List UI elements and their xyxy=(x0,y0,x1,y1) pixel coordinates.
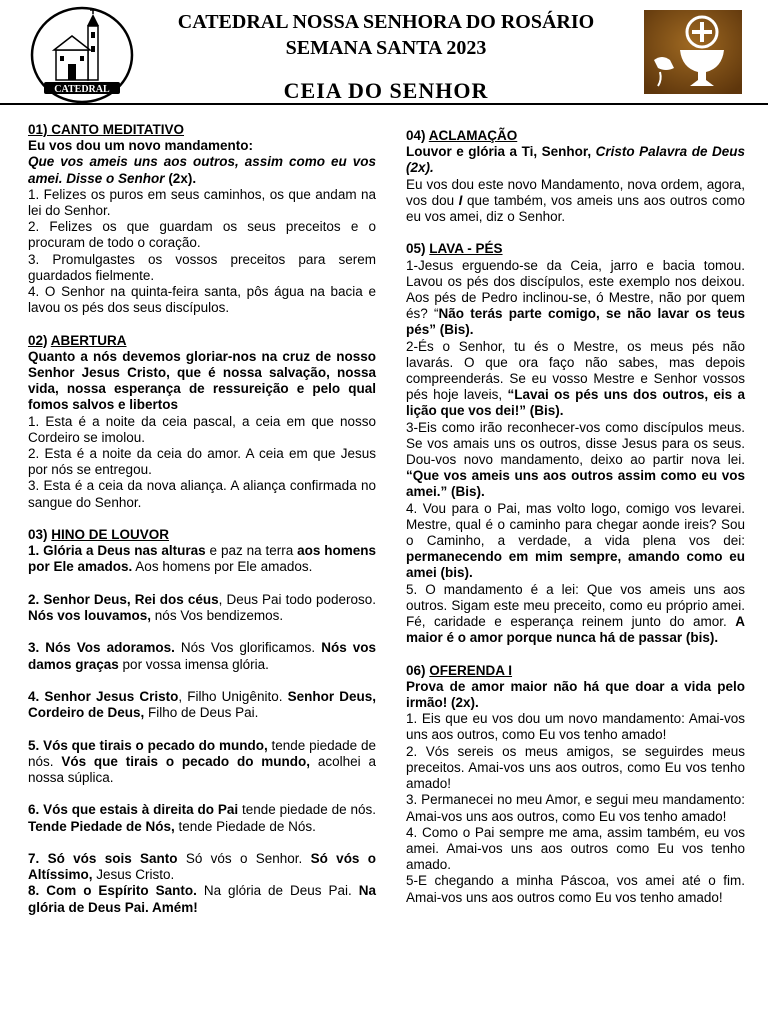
verse: 1. Eis que eu vos dou um novo mandamento: Amai-vos uns aos outros, como Eu vos tenho amado! xyxy=(406,711,745,743)
hymn-verse: 3. Nós Vos adoramos. Nós Vos glorificamos. Nós vos damos graças por vossa imensa glória. xyxy=(28,640,376,672)
verse: 2. Felizes os que guardam os seus preceitos e o procuram de todo o coração. xyxy=(28,219,376,251)
left-column xyxy=(28,122,376,932)
logo-text: CATEDRAL xyxy=(54,84,110,95)
section-lava-pes xyxy=(406,241,745,646)
refrain-text: Prova de amor maior não há que doar a vida pelo irmão! (2x). xyxy=(406,678,745,711)
verse: 3-Eis como irão reconhecer-vos como discípulos meus. Se vos amais uns os outros, disse Jesus para os seus. Dou-vos novo mandamento, deixo ao partir nova lei. “Que vos ameis uns aos outros assim como eu vos amei.” (Bis). xyxy=(406,419,745,500)
header-divider xyxy=(0,103,768,105)
verse: Eu vos dou este novo Mandamento, nova ordem, agora, vos dou I que também, vos ameis uns aos outros como eu vos amei, diz o Senhor. xyxy=(406,176,745,225)
hymn-verse: 8. Com o Espírito Santo. Na glória de Deus Pai. Na glória de Deus Pai. Amém! xyxy=(28,883,376,915)
section-title: 02) ABERTURA xyxy=(28,332,127,348)
page-subtitle: SEMANA SANTA 2023 xyxy=(285,37,487,59)
chalice-host-icon xyxy=(644,10,742,94)
verse: 4. O Senhor na quinta-feira santa, pôs água na bacia e lavou os pés dos seus discípulos. xyxy=(28,284,376,316)
hymn-verse: 1. Glória a Deus nas alturas e paz na terra aos homens por Ele amados. Aos homens por Ele amados. xyxy=(28,543,376,575)
hymn-verse: 7. Só vós sois Santo Só vós o Senhor. Só vós o Altíssimo, Jesus Cristo. xyxy=(28,851,376,883)
hymn-verse: 5. Vós que tirais o pecado do mundo, tende piedade de nós. Vós que tirais o pecado do mundo, acolhei a nossa súplica. xyxy=(28,737,376,786)
hymn-verse: 4. Senhor Jesus Cristo, Filho Unigênito. Senhor Deus, Cordeiro de Deus, Filho de Deus Pai. xyxy=(28,689,376,721)
cathedral-logo-icon xyxy=(30,6,134,104)
verse: 2. Vós sereis os meus amigos, se seguirdes meus preceitos. Amai-vos uns aos outros, como Eu vos tenho amado! xyxy=(406,743,745,792)
page-title: CATEDRAL NOSSA SENHORA DO ROSÁRIO xyxy=(177,11,595,33)
verse: 1-Jesus erguendo-se da Ceia, jarro e bacia tomou. Lavou os pés dos discípulos, este exemplo nos deixou. Aos pés de Pedro inclinou-se, ó Mestre, não por quem és? “Não terás parte comigo, se não lavar os teus pés” (Bis). xyxy=(406,257,745,338)
verse: 5-E chegando a minha Páscoa, vos amei até o fim. Amai-vos uns aos outros como Eu vos tenho amado! xyxy=(406,873,745,905)
section-title: 01) CANTO MEDITATIVO xyxy=(28,122,185,137)
section-aclamacao xyxy=(406,128,745,225)
verse: 5. O mandamento é a lei: Que vos ameis uns aos outros. Sigam este meu preceito, como eu próprio amei. Fé, caridade e esperança reinem junto do amor. A maior é o amor porque nunca há de passar (bis). xyxy=(406,581,745,646)
section-hino-de-louvor xyxy=(28,527,376,916)
verse: 3. Permanecei no meu Amor, e segui meu mandamento: Amai-vos uns aos outros, como Eu vos tenho amado! xyxy=(406,792,745,824)
section-abertura xyxy=(28,333,376,511)
hymn-verse: 6. Vós que estais à direita do Pai tende piedade de nós. Tende Piedade de Nós, tende Piedade de Nós. xyxy=(28,802,376,834)
verse: 4. Vou para o Pai, mas volto logo, comigo vos levarei. Mestre, qual é o caminho para chegar aonde ireis? Sou o Caminho, a verdade, a vida plena vos dei: permanecendo em mim sempre, amando como eu amei (bis). xyxy=(406,500,745,581)
refrain-text: Que vos ameis uns aos outros, assim como eu vos amei. Disse o Senhor (2x). xyxy=(28,154,376,186)
celebration-title: CEIA DO SENHOR xyxy=(283,78,489,103)
verse: 2-És o Senhor, tu és o Mestre, os meus pés não lavarás. O que ora faço não sabes, mas depois compreenderás. Se eu vosso Mestre e Senhor vossos pés hoje laveis, “Lavai os pés uns dos outros, eis a lição que vos dei!” (Bis). xyxy=(406,338,745,419)
verse: 3. Promulgastes os vossos preceitos para serem guardados fielmente. xyxy=(28,251,376,283)
section-title: 06) OFERENDA I xyxy=(406,662,513,678)
section-canto-meditativo xyxy=(28,122,376,316)
right-column xyxy=(406,128,745,922)
section-title: 05) LAVA - PÉS xyxy=(406,241,503,257)
verse: 2. Esta é a noite da ceia do amor. A ceia em que Jesus por nós se entregou. xyxy=(28,446,376,478)
hymn-verse: 2. Senhor Deus, Rei dos céus, Deus Pai todo poderoso. Nós vos louvamos, nós Vos bendizemos. xyxy=(28,591,376,624)
refrain-text: Louvor e glória a Ti, Senhor, Cristo Palavra de Deus (2x). xyxy=(406,144,745,176)
header xyxy=(0,0,768,106)
section-oferenda xyxy=(406,663,745,906)
section-title: 03) HINO DE LOUVOR xyxy=(28,527,170,543)
refrain-text: Quanto a nós devemos gloriar-nos na cruz de nosso Senhor Jesus Cristo, que é nossa salvação, nossa vida, nossa esperança de ressureição e pelo qual fomos salvos e libertos xyxy=(28,348,376,413)
verse: 1. Felizes os puros em seus caminhos, os que andam na lei do Senhor. xyxy=(28,186,376,219)
verse: 1. Esta é a noite da ceia pascal, a ceia em que nosso Cordeiro se imolou. xyxy=(28,413,376,445)
refrain-line: Eu vos dou um novo mandamento: xyxy=(28,138,254,154)
verse: 3. Esta é a ceia da nova aliança. A aliança confirmada no sangue do Senhor. xyxy=(28,478,376,510)
verse: 4. Como o Pai sempre me ama, assim também, eu vos amei. Amai-vos uns aos outros como Eu vos tenho amado. xyxy=(406,824,745,873)
section-title: 04) ACLAMAÇÃO xyxy=(406,128,518,143)
